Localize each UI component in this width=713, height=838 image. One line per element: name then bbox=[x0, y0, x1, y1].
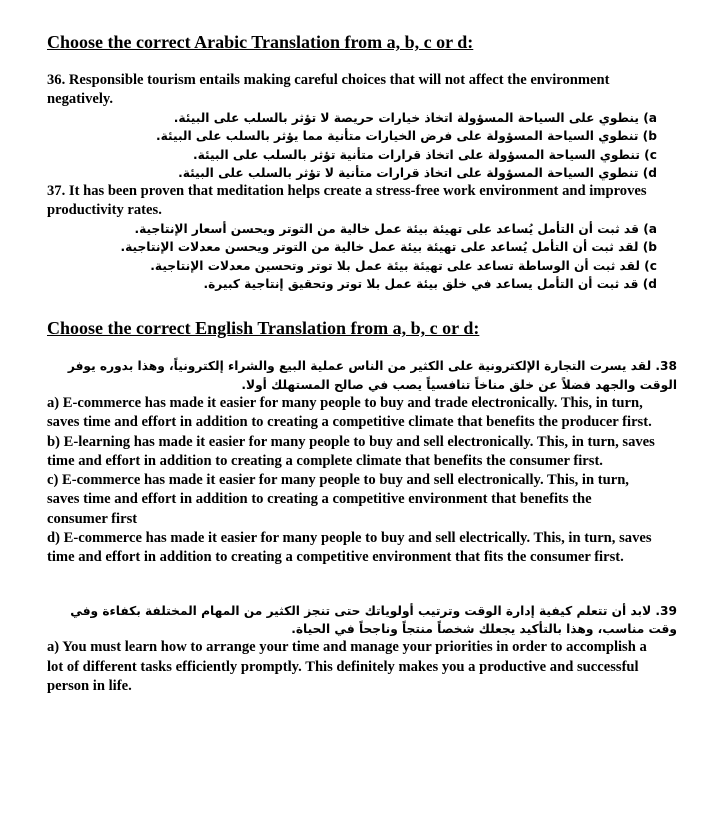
question-38-option-d: d) E-commerce has made it easier for many people to buy and sell electrically. This, in turn, saves time and effort in addition to creating a competitive environment that fits the consumer first. bbox=[47, 530, 652, 566]
question-36-text: 36. Responsible tourism entails making careful choices that will not affect the environment negatively. bbox=[47, 72, 610, 107]
spacer bbox=[47, 293, 677, 317]
question-38-option-b: b) E-learning has made it easier for many people to buy and sell electronically. This, in turn, saves time and effort in addition to creating a complete climate that benefits the consumer first. bbox=[47, 433, 655, 469]
section1-heading: Choose the correct Arabic Translation from a, b, c or d: bbox=[47, 32, 474, 52]
question-36-option-b: b) تنطوي السياحة المسؤولة على فرض الخيارات متأنية مما يؤثر بالسلب على البيئة. bbox=[155, 129, 657, 144]
question-36-option-a: a) ينطوي على السياحة المسؤولة اتخاذ خيارات حريصة لا تؤثر بالسلب على البيئة. bbox=[173, 111, 657, 125]
spacer bbox=[47, 53, 677, 71]
spacer bbox=[47, 568, 677, 602]
question-36-option-d: d) تنطوي السياحة المسؤولة على اتخاذ قرارات متأنية لا تؤثر بالسلب على البيئة. bbox=[178, 165, 657, 180]
question-39-arabic-text: 39. لابد أن تتعلم كيفية إدارة الوقت وترتيب أولوياتك حتى تنجز الكثير من المهام المختلفة بكفاءة وفي وقت مناسب، وهذا بالتأكيد يجعلك شخصاً منتجاً وناجحاً في الحياة. bbox=[70, 603, 677, 636]
question-37-option-b: b) لقد ثبت أن التأمل يُساعد على تهيئة بيئة عمل خالية من التوتر ويحسن معدلات الإنتاجية. bbox=[120, 240, 657, 255]
question-37-option-c: c) لقد ثبت أن الوساطة تساعد على تهيئة بيئة عمل بلا توتر وتحسين معدلات الإنتاجية. bbox=[150, 258, 657, 273]
question-37-options bbox=[47, 220, 677, 293]
question-38-arabic-text: 38. لقد يسرت التجارة الإلكترونية على الكثير من الناس عملية البيع والشراء إلكترونياً، وهذا بدوره يوفر الوقت والجهد فضلاً عن خلق مناخاً تنافسياً يصب في صالح المستهلك أولا. bbox=[67, 359, 677, 392]
question-36-options bbox=[47, 109, 677, 182]
question-38-option-c: c) E-commerce has made it easier for many people to buy and sell electronically. This, in turn, saves time and effort in addition to creating a competitive environment that benefits the consumer first bbox=[47, 472, 629, 527]
question-36-option-c: c) تنطوي السياحة المسؤولة على اتخاذ قرارات متأنية تؤثر بالسلب على البيئة. bbox=[192, 147, 657, 162]
question-37-option-d: d) قد ثبت أن التأمل يساعد في خلق بيئة عمل بلا توتر وتحقيق إنتاجية كبيرة. bbox=[203, 277, 657, 292]
question-39-option-a: a) You must learn how to arrange your time and manage your priorities in order to accomplish a lot of different tasks efficiently promptly. This definitely makes you a productive and successful person in life. bbox=[47, 639, 647, 694]
section2-heading: Choose the correct English Translation from a, b, c or d: bbox=[47, 318, 480, 339]
question-37-text: 37. It has been proven that meditation helps create a stress-free work environment and improves productivity rates. bbox=[47, 183, 647, 219]
question-38-option-a: a) E-commerce has made it easier for many people to buy and trade electronically. This, in turn, saves time and effort in addition to creating a competitive climate that benefits the producer first. bbox=[47, 394, 652, 431]
question-37-option-a: a) قد ثبت أن التأمل يُساعد على تهيئة بيئة عمل خالية من التوتر ويحسن أسعار الإنتاجية. bbox=[134, 222, 657, 237]
worksheet-page bbox=[47, 31, 677, 696]
spacer bbox=[47, 339, 677, 357]
